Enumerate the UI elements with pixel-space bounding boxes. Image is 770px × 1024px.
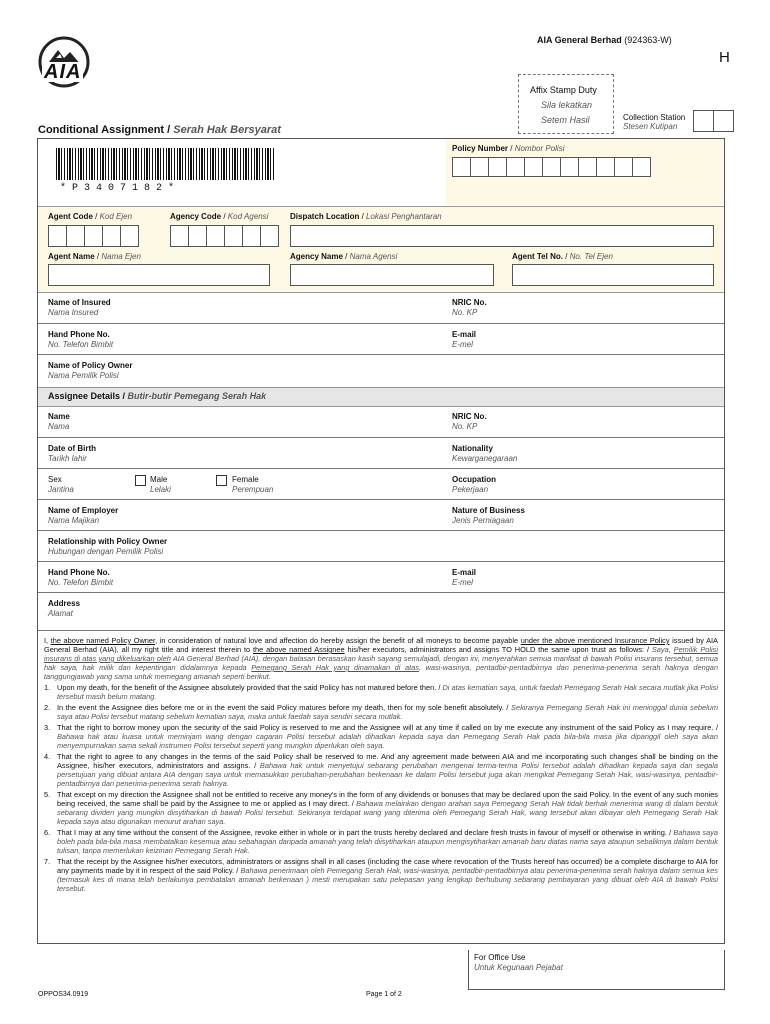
barcode-text: * P 3 4 0 7 1 8 2 * — [60, 183, 175, 194]
stamp-line2: Sila lekatkan — [541, 100, 593, 110]
stamp-line1: Affix Stamp Duty — [530, 85, 597, 95]
aia-logo — [36, 36, 92, 92]
assignee-name-label: Name — [48, 412, 70, 421]
female-checkbox[interactable] — [216, 475, 227, 486]
agent-name-label: Agent Name / Nama Ejen — [48, 252, 141, 261]
assignee-email-label: E-mail — [452, 568, 477, 577]
agency-code-input[interactable] — [170, 225, 278, 247]
aia-logo-text: AIA — [44, 61, 82, 83]
male-label-ms: Lelaki — [150, 485, 171, 494]
agent-code-input[interactable] — [48, 225, 138, 247]
assignee-phone-label: Hand Phone No. — [48, 568, 110, 577]
insured-nric-label-ms: No. KP — [452, 308, 478, 317]
female-label: Female — [232, 475, 259, 484]
sex-label: Sex — [48, 475, 62, 484]
dob-label: Date of Birth — [48, 444, 96, 453]
office-use-label: For Office Use — [474, 953, 526, 962]
barcode — [56, 148, 276, 180]
declaration — [38, 636, 724, 895]
agency-name-label: Agency Name / Nama Agensi — [290, 252, 398, 261]
employer-label-ms: Nama Majikan — [48, 516, 100, 525]
male-label: Male — [150, 475, 168, 484]
declaration-item: 6. That I may at any time without the consent of the Assignee, revoke either in whole or in part the trusts hereby declared and declare fresh trusts in favour of myself or otherwise in writing. / Bahawa saya boleh pada bila-bila masa membatalkan kesemua atau sebahagian daripada amanah yang telah diisytiharkan ataupun mengisytiharkan amanah baru diatas nama saya ataupun sebaliknya dalam bentuk tulisan, tanpa memerlukan keizinan Pemegang Serah Hak. — [44, 828, 718, 855]
address-label: Address — [48, 599, 81, 608]
policy-number-label: Policy Number / Nombor Polisi — [452, 144, 565, 153]
nationality-label: Nationality — [452, 444, 493, 453]
policy-owner-label-ms: Nama Pemilik Polisi — [48, 371, 119, 380]
form-code: OPPOS34.0919 — [38, 991, 89, 998]
occupation-label: Occupation — [452, 475, 497, 484]
occupation-label-ms: Pekerjaan — [452, 485, 489, 494]
stamp-box — [518, 74, 614, 134]
company-name-text: AIA General Berhad — [537, 35, 622, 45]
policy-owner-label: Name of Policy Owner — [48, 361, 133, 370]
agent-tel-label: Agent Tel No. / No. Tel Ejen — [512, 252, 613, 261]
declaration-item: 3. That the right to borrow money upon the security of the said Policy is reserved to me and the Assignee will at any time if called on by me execute any instrument of the said Policy as I may require. / Bahawa hak atau kuasa untuk meminjam wang dengan cagaran Polisi tersebut adalah dihadkan kepada saya dan Pemegang Serah Hak pada bila-bila masa jika dipanggil oleh saya akan menyempurnakan sama sekali instrumen Polisi tersebut seperti yang mungkin diperlukan oleh saya. — [44, 723, 718, 750]
insured-email-label-ms: E-mel — [452, 340, 473, 349]
relationship-label: Relationship with Policy Owner — [48, 537, 168, 546]
office-use-label-ms: Untuk Kegunaan Pejabat — [474, 963, 563, 972]
dob-label-ms: Tarikh lahir — [48, 454, 87, 463]
sex-label-ms: Jantina — [48, 485, 74, 494]
agent-tel-input[interactable] — [512, 264, 714, 286]
policy-number-input[interactable] — [452, 157, 650, 177]
declaration-intro: I, the above named Policy Owner, in consideration of natural love and affection do hereby assign the benefit of all moneys to become payable under the above mentioned Insurance Policy issued by AIA General Berhad (AIA), all my right title and interest therein to the above named Assignee his/her executors, administrators and assigns TO HOLD the same upon trust as follows: / Saya, Pemilik Polisi insurans di atas yang dikeluarkan oleh AIA General Berhad (AIA), dengan balasan berasaskan kasih sayang semulajadi, dengan ini, menyerahkan semua manfaat di bawah Polisi insurans tersebut, semua hak saya, hak milik dan kepentingan didalamnya kepada Pemegang Serah Hak yang dinamakan di atas, wasi-wasinya, pentadbir-pentadbirnya dan penerima-penerima serah haknya dengan tanggungjawab yang sama untuk memegang amanah seperti berikut. — [44, 636, 719, 681]
assignee-name-label-ms: Nama — [48, 422, 70, 431]
female-label-ms: Perempuan — [232, 485, 274, 494]
declaration-item: 5. That except on my direction the Assignee shall not be entitled to receive any money's in the form of any dividends or bonuses that may be declared upon the said Policy. In the event of any such monies being received, the same shall be paid by the Assignee to me or applied as I may direct. / Bahawa melainkan dengan arahan saya Pemegang Serah Hak tidak berhak menerima wang di dalam bentuk sebarang dividen yang mungkin diisytiharkan di bawah Polisi tersebut. Sekiranya terdapat wang yang diterima oleh Pemegang Serah Hak, wang tersebut akan dibayar oleh Pemegang Serah Hak kepada saya atau digunakan menurut arahan saya. — [44, 790, 718, 826]
assignee-phone-label-ms: No. Telefon Bimbit — [48, 578, 114, 587]
relationship-label-ms: Hubungan dengan Pemilik Polisi — [48, 547, 164, 556]
company-name — [537, 35, 672, 45]
assignee-heading: Assignee Details / Butir-butir Pemegang Serah Hak — [48, 391, 267, 401]
agency-name-input[interactable] — [290, 264, 494, 286]
agent-code-label: Agent Code / Kod Ejen — [48, 212, 133, 221]
dispatch-location-input[interactable] — [290, 225, 714, 247]
insured-phone-label: Hand Phone No. — [48, 330, 110, 339]
collection-station-boxes[interactable] — [693, 110, 733, 132]
declaration-item: 7. That the receipt by the Assignee his/her executors, administrators or assigns shall in all cases (including the case where revocation of the Trusts hereof has occurred) be a complete discharge to AIA for any payments made by it in respect of the said Policy. / Bahawa penerimaan oleh Pemegang Serah Hak, wasi-wasinya, pentadbir-pentadbirnya atau penerima-penerima serah haknya dalam semua kes (termasuk kes di mana telah berlakunya pembatalan amanah berkenaan ) mesti merupakan satu pelepasan yang lengkap berhubung sebarang pembayaran yang dibuat oleh AIA di bawah Polisi tersebut. — [44, 857, 719, 893]
nationality-label-ms: Kewarganegaraan — [452, 454, 518, 463]
collection-station-label-ms: Stesen Kutipan — [623, 122, 678, 131]
agent-name-input[interactable] — [48, 264, 270, 286]
declaration-item: 2. In the event the Assignee dies before me or in the event the said Policy matures before my death, then for my sole benefit absolutely. / Sekiranya Pemegang Serah Hak ini meninggal dunia sebelum saya atau Polisi tersebut matang sebelum kematian saya, maka untuk faedah saya sendiri secara mutlak. — [44, 703, 718, 721]
company-reg: (924363-W) — [624, 35, 672, 45]
form-letter: H — [719, 49, 730, 66]
insured-nric-label: NRIC No. — [452, 298, 487, 307]
insured-name-label-ms: Nama Insured — [48, 308, 99, 317]
business-label-ms: Jenis Perniagaan — [452, 516, 514, 525]
page-number: Page 1 of 2 — [366, 991, 402, 998]
collection-station-label: Collection Station — [623, 113, 686, 122]
agency-code-label: Agency Code / Kod Agensi — [170, 212, 269, 221]
page-title: Conditional Assignment / Serah Hak Bersyarat — [38, 124, 281, 136]
dispatch-location-label: Dispatch Location / Lokasi Penghantaran — [290, 212, 442, 221]
title-ms: Serah Hak Bersyarat — [173, 124, 281, 136]
male-checkbox[interactable] — [135, 475, 146, 486]
insured-email-label: E-mail — [452, 330, 477, 339]
title-en: Conditional Assignment — [38, 124, 165, 136]
stamp-line3: Setem Hasil — [541, 115, 590, 125]
address-label-ms: Alamat — [48, 609, 73, 618]
assignee-email-label-ms: E-mel — [452, 578, 473, 587]
assignee-nric-label: NRIC No. — [452, 412, 487, 421]
declaration-item: 1. Upon my death, for the benefit of the Assignee absolutely provided that the said Policy has not matured before then. / Di atas kematian saya, untuk faedah Pemegang Serah Hak secara mutlak jika Polisi tersebut masih belum matang. — [44, 683, 718, 701]
assignee-nric-label-ms: No. KP — [452, 422, 478, 431]
insured-name-label: Name of Insured — [48, 298, 111, 307]
insured-phone-label-ms: No. Telefon Bimbit — [48, 340, 114, 349]
business-label: Nature of Business — [452, 506, 525, 515]
employer-label: Name of Employer — [48, 506, 119, 515]
declaration-item: 4. That the right to agree to any changes in the terms of the said Policy shall be reserved to me. And any agreement made between AIA and me incorporating such changes shall be binding on the Assignee, his/her executors, administrators and assigns. / Bahawa hak untuk menyetujui sebarang perubahan mengenai terma-terma Polisi tersebut adalah dihadkan kepada saya dan segala persetujuan yang dibuat antara AIA dengan saya untuk memasukkan perubahan-perubahan berkenaan ke dalam Polisi tersebut juga akan mengikat Pemegang Serah Hak, wasi-wasinya, pentadbir-pentadbirnya dan penerima-penerima serah haknya. — [44, 752, 718, 788]
